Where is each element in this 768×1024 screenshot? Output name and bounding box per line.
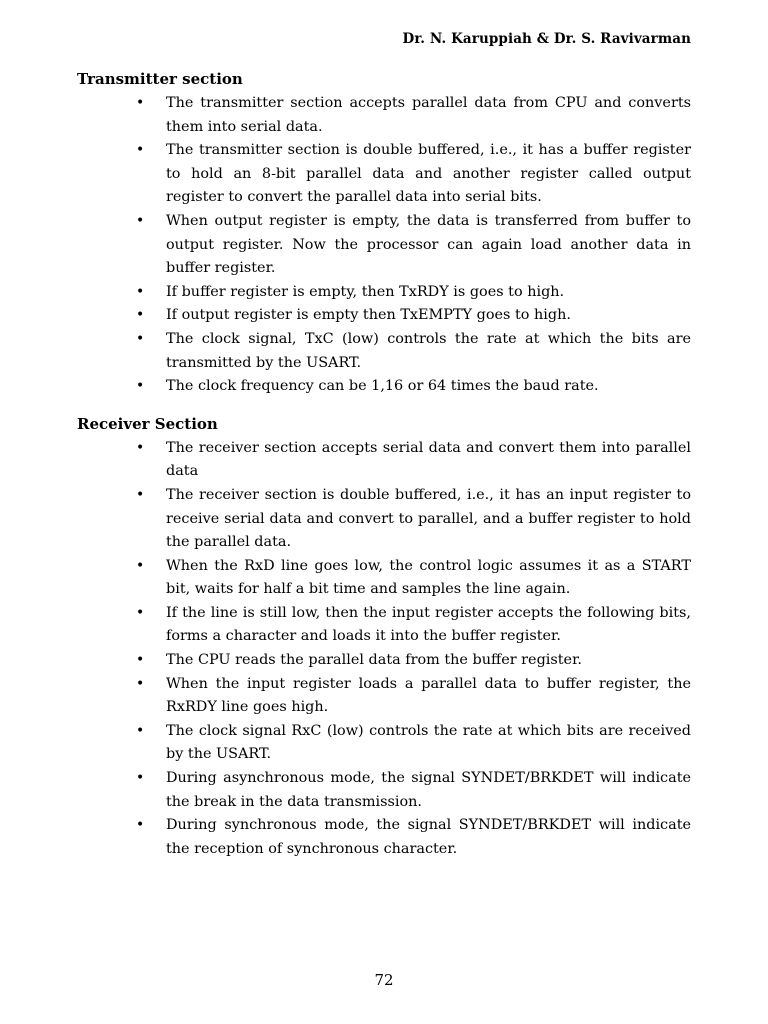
bullet-item: • The transmitter section is double buffered, i.e., it has a buffer register to hold an 8-bit parallel data and another register called output register to convert the parallel data into serial bits. [77,139,691,210]
bullet-item: • The clock signal RxC (low) controls the rate at which bits are received by the USART. [77,720,691,767]
bullet-item: • If the line is still low, then the input register accepts the following bits, forms a character and loads it into the buffer register. [77,602,691,649]
bullet-item: • The clock frequency can be 1,16 or 64 times the baud rate. [77,375,691,399]
bullet-item: • When the input register loads a parallel data to buffer register, the RxRDY line goes high. [77,673,691,720]
bullet-item: • If output register is empty then TxEMPTY goes to high. [77,304,691,328]
bullet-item: • When output register is empty, the data is transferred from buffer to output register. Now the processor can again load another data in buffer register. [77,210,691,281]
section-title-transmitter: Transmitter section [77,70,243,88]
section-title-receiver: Receiver Section [77,414,218,433]
bullet-item: • The receiver section is double buffered, i.e., it has an input register to receive serial data and convert to parallel, and a buffer register to hold the parallel data. [77,484,691,555]
page-number: 72 [374,971,394,989]
page-content [77,68,691,861]
transmitter-section [77,68,691,399]
bullet-item: • The clock signal, TxC (low) controls the rate at which the bits are transmitted by the USART. [77,328,691,375]
bullet-item: • During asynchronous mode, the signal SYNDET/BRKDET will indicate the break in the data transmission. [77,767,691,814]
bullet-item: • The receiver section accepts serial data and convert them into parallel data [77,437,691,484]
bullet-item: • The transmitter section accepts parallel data from CPU and converts them into serial data. [77,92,691,139]
receiver-section [77,413,691,862]
bullet-item: • When the RxD line goes low, the control logic assumes it as a START bit, waits for half a bit time and samples the line again. [77,555,691,602]
bullet-item: • The CPU reads the parallel data from the buffer register. [77,649,691,673]
bullet-item: • If buffer register is empty, then TxRDY is goes to high. [77,281,691,305]
bullet-item: • During synchronous mode, the signal SYNDET/BRKDET will indicate the reception of synchronous character. [77,814,691,861]
transmitter-bullet-list [77,92,691,399]
receiver-bullet-list [77,437,691,862]
page-header-authors: Dr. N. Karuppiah & Dr. S. Ravivarman [402,31,691,47]
